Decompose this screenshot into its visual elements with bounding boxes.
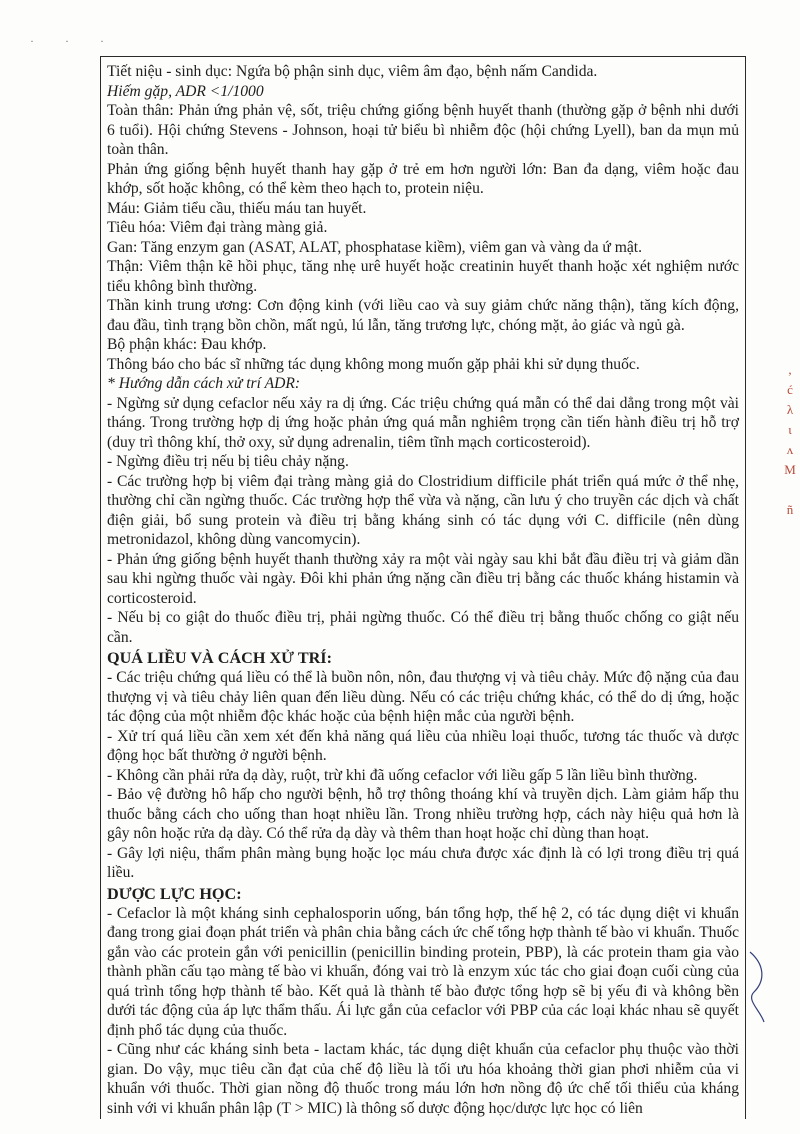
paragraph: - Gây lợi niệu, thẩm phân màng bụng hoặc lọc máu chưa được xác định là có lợi trong điều trị quá liều. <box>107 844 739 881</box>
paragraph: Gan: Tăng enzym gan (ASAT, ALAT, phosphatase kiềm), viêm gan và vàng da ứ mật. <box>107 238 643 256</box>
pen-stroke <box>742 950 772 1030</box>
paragraph: Thần kinh trung ương: Cơn động kinh (với liều cao và suy giảm chức năng thận), tăng kích động, đau đầu, tình trạng bồn chồn, mất ngủ, lú lẫn, tăng trương lực, chóng mặt, ảo giác và ngủ gà. <box>107 297 739 334</box>
paragraph: Thận: Viêm thận kẽ hồi phục, tăng nhẹ urê huyết hoặc creatinin huyết thanh hoặc xét nghiệm nước tiểu không bình thường. <box>107 258 739 295</box>
paragraph: - Nếu bị co giật do thuốc điều trị, phải ngừng thuốc. Có thể điều trị bằng thuốc chống co giật nếu cần. <box>107 609 739 646</box>
paragraph: * Hướng dẫn cách xử trí ADR: <box>107 375 301 392</box>
paragraph: - Các trường hợp bị viêm đại tràng màng giả do Clostridium difficile phát triển quá mức ở thể nhẹ, thường chỉ cần ngừng thuốc. Các trường hợp thể vừa và nặng, cần lưu ý cho truyền các dịch và chất điện giải, bổ sung protein và điều trị bằng kháng sinh có tác dụng với C. difficile (nên dùng metronidazol, không dùng vancomycin). <box>107 472 739 548</box>
paragraph: - Cũng như các kháng sinh beta - lactam khác, tác dụng diệt khuẩn của cefaclor phụ thuộc vào thời gian. Do vậy, mục tiêu cần đạt của chế độ liều là tối ưu hóa khoảng thời gian phơi nhiễm của vi khuẩn với thuốc. Thời gian nồng độ thuốc trong máu lớn hơn nồng độ ức chế tối thiểu của kháng sinh với vi khuẩn phân lập (T > MIC) là thông số dược động học/dược lực học có liên <box>107 1041 739 1117</box>
paragraph: Tiết niệu - sinh dục: Ngứa bộ phận sinh dục, viêm âm đạo, bệnh nấm Candida. <box>107 63 598 80</box>
paragraph: - Các triệu chứng quá liều có thể là buồn nôn, nôn, đau thượng vị và tiêu chảy. Mức độ nặng của đau thượng vị và tiêu chảy liên quan đến liều dùng. Nếu có các triệu chứng khác, có thể do dị ứng, hoặc tác động của một nhiễm độc khác hoặc của bệnh hiện mắc của người bệnh. <box>107 669 739 725</box>
paragraph: Thông báo cho bác sĩ những tác dụng không mong muốn gặp phải khi sử dụng thuốc. <box>107 355 640 373</box>
paragraph: Máu: Giảm tiểu cầu, thiếu máu tan huyết. <box>107 199 367 217</box>
paragraph: - Xử trí quá liều cần xem xét đến khả năng quá liều của nhiều loại thuốc, tương tác thuốc và dược động học bất thường ở người bệnh. <box>107 727 739 764</box>
section-heading: QUÁ LIỀU VÀ CÁCH XỬ TRÍ: <box>107 649 332 667</box>
scan-dots: · · · <box>30 34 118 48</box>
document-page <box>100 56 746 1119</box>
paragraph: - Ngừng điều trị nếu bị tiêu chảy nặng. <box>107 453 349 470</box>
paragraph: Toàn thân: Phản ứng phản vệ, sốt, triệu chứng giống bệnh huyết thanh (thường gặp ở bệnh nhi dưới 6 tuổi). Hội chứng Stevens - Johnson, hoại tử biểu bì nhiễm độc (hội chứng Lyell), ban da mụn mủ toàn thân. <box>107 102 739 158</box>
section-heading: DƯỢC LỰC HỌC: <box>107 884 242 903</box>
paragraph: - Ngừng sử dụng cefaclor nếu xảy ra dị ứng. Các triệu chứng quá mẫn có thể dai dẳng trong một vài tháng. Trong trường hợp dị ứng hoặc phản ứng quá mẫn nghiêm trọng cần tiến hành điều trị hỗ trợ (duy trì thông khí, thở oxy, sử dụng adrenalin, tiêm tĩnh mạch corticosteroid). <box>107 394 739 451</box>
paragraph: Phản ứng giống bệnh huyết thanh hay gặp ở trẻ em hơn người lớn: Ban đa dạng, viêm hoặc đau khớp, sốt hoặc không, có thể kèm theo hạch to, protein niệu. <box>107 160 739 197</box>
paragraph: - Phản ứng giống bệnh huyết thanh thường xảy ra một vài ngày sau khi bắt đầu điều trị và giảm dần sau khi ngừng thuốc vài ngày. Đôi khi phản ứng nặng cần điều trị bằng các thuốc kháng histamin và corticosteroid. <box>107 550 739 607</box>
paragraph: Tiêu hóa: Viêm đại tràng màng giả. <box>107 219 328 236</box>
paragraph: Hiếm gặp, ADR <1/1000 <box>107 82 264 100</box>
margin-handwriting: , ć λ ι ʌ M ñ <box>784 362 796 517</box>
paragraph: - Không cần phải rửa dạ dày, ruột, trừ khi đã uống cefaclor với liều gấp 5 lần liều bình thường. <box>107 766 698 784</box>
paragraph: - Cefaclor là một kháng sinh cephalosporin uống, bán tổng hợp, thế hệ 2, có tác dụng diệt vi khuẩn đang trong giai đoạn phát triển và phân chia bằng cách ức chế tổng hợp thành tế bào vi khuẩn. Thuốc gắn vào các protein gắn với penicillin (penicillin binding protein, PBP), là các protein tham gia vào thành phần cấu tạo màng tế bào vi khuẩn, đóng vai trò là enzym xúc tác cho giai đoạn cuối cùng của quá trình tổng hợp thành tế bào. Kết quả là thành tế bào được tổng hợp sẽ bị yếu đi và không bền dưới tác động của áp lực thẩm thấu. Ái lực gắn của cefaclor với PBP của các loại khác nhau sẽ quyết định phổ tác dụng của thuốc. <box>107 904 739 1039</box>
paragraph: - Bảo vệ đường hô hấp cho người bệnh, hỗ trợ thông thoáng khí và truyền dịch. Làm giảm hấp thu thuốc bằng cách cho uống than hoạt nhiều lần. Trong nhiều trường hợp, cách này hiệu quả hơn là gây nôn hoặc rửa dạ dày. Có thể rửa dạ dày và thêm than hoạt hoặc chỉ dùng than hoạt. <box>107 786 739 842</box>
paragraph: Bộ phận khác: Đau khớp. <box>107 336 267 353</box>
